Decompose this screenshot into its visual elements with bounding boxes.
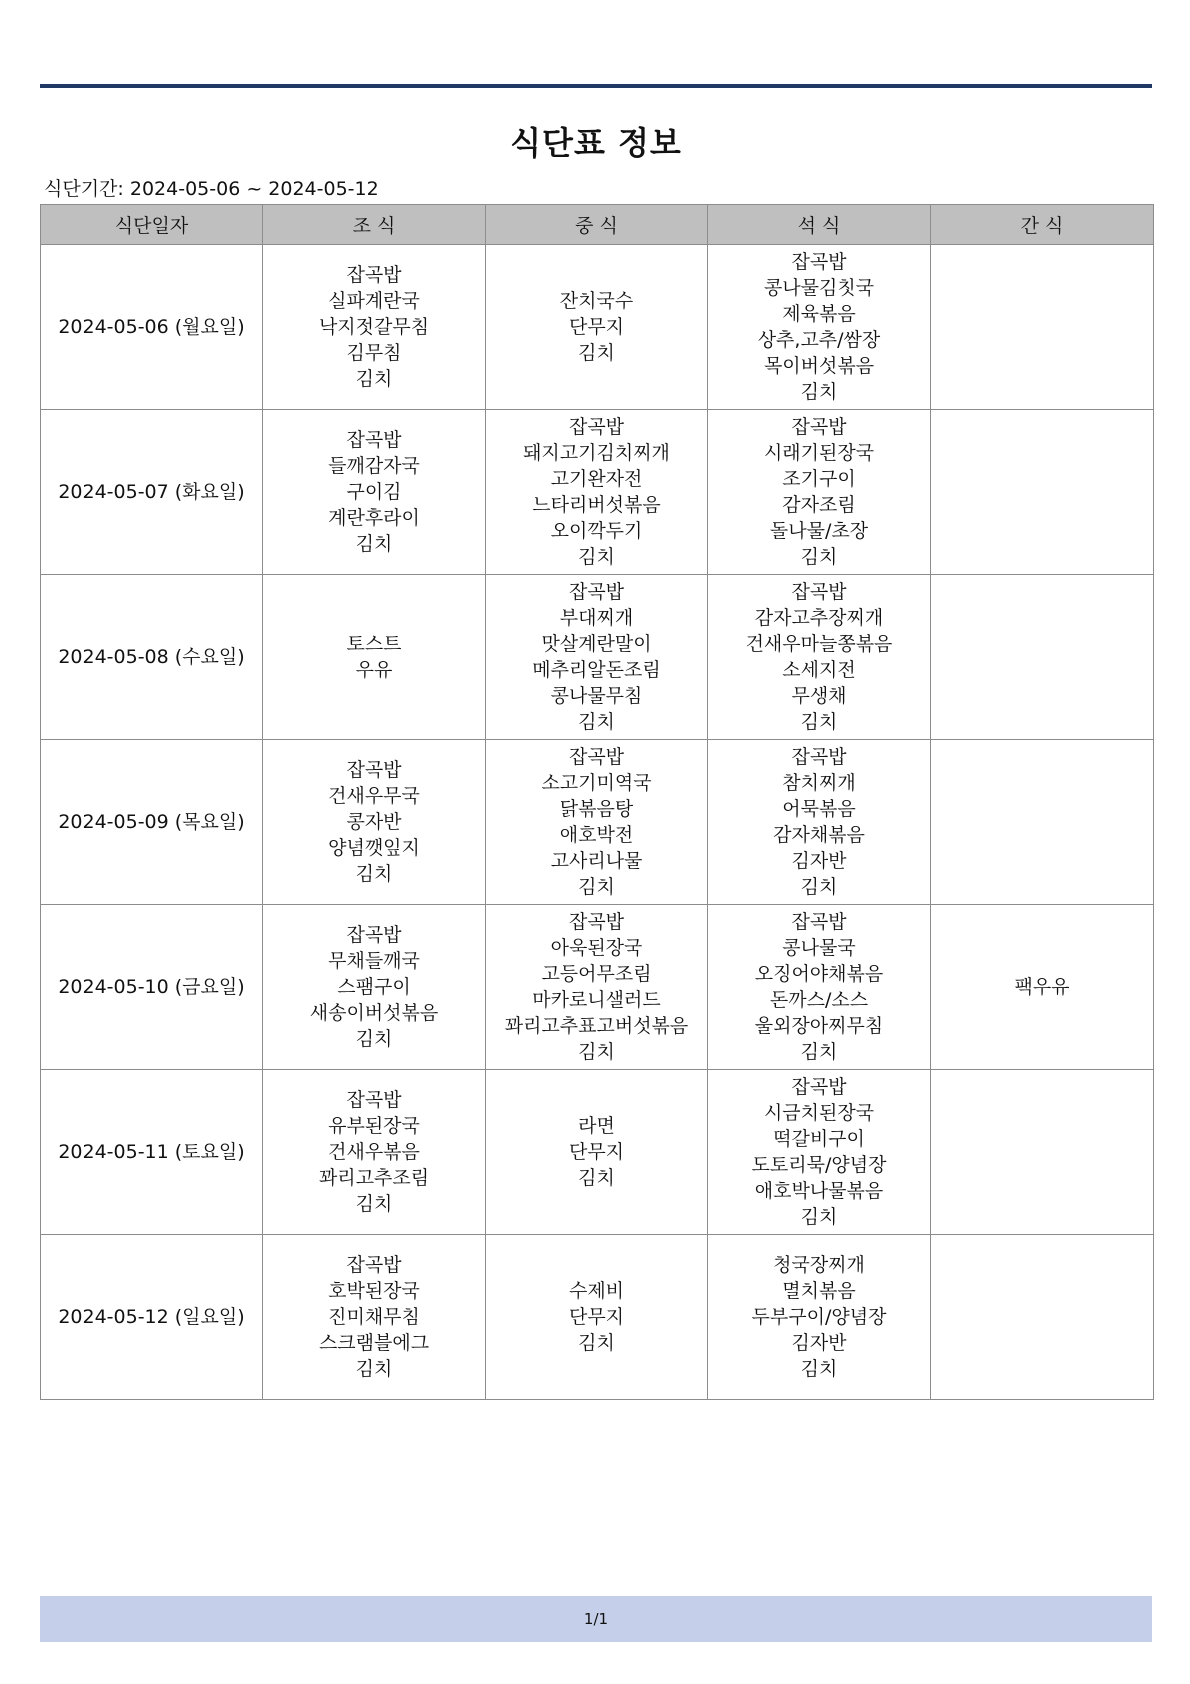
page-footer bbox=[40, 1596, 1152, 1642]
dish-item: 고등어무조림 bbox=[541, 963, 652, 985]
dish-item: 계란후라이 bbox=[328, 507, 420, 529]
table-row bbox=[41, 575, 1154, 740]
dish-item: 진미채무침 bbox=[328, 1306, 420, 1328]
dish-item: 잡곡밥 bbox=[568, 911, 625, 933]
date-cell: 2024-05-06 (월요일) bbox=[41, 245, 263, 410]
dish-item: 유부된장국 bbox=[328, 1115, 420, 1137]
dish-item: 멸치볶음 bbox=[782, 1280, 856, 1302]
dish-item: 참치찌개 bbox=[782, 772, 856, 794]
table-row bbox=[41, 245, 1154, 410]
dish-item: 무채들깨국 bbox=[328, 950, 420, 972]
header-date: 식단일자 bbox=[41, 205, 263, 245]
table-row bbox=[41, 1235, 1154, 1400]
dish-item: 잡곡밥 bbox=[791, 251, 847, 273]
dish-item: 김치 bbox=[355, 368, 393, 390]
dish-item: 양념깻잎지 bbox=[328, 837, 420, 859]
dinner-cell bbox=[708, 740, 931, 905]
snack-cell bbox=[931, 740, 1154, 905]
dish-item: 김치 bbox=[800, 381, 838, 403]
breakfast-cell bbox=[263, 1070, 486, 1235]
dish-item: 잔치국수 bbox=[559, 290, 634, 312]
snack-cell bbox=[931, 1235, 1154, 1400]
date-cell: 2024-05-07 (화요일) bbox=[41, 410, 263, 575]
dish-item: 시금치된장국 bbox=[763, 1102, 875, 1124]
breakfast-cell bbox=[263, 1235, 486, 1400]
dish-item: 오징어야채볶음 bbox=[754, 963, 884, 985]
dish-item: 잡곡밥 bbox=[346, 1254, 402, 1276]
dish-item: 김치 bbox=[578, 1332, 615, 1354]
dish-item: 라면 bbox=[578, 1115, 615, 1137]
dinner-cell bbox=[708, 1235, 931, 1400]
dish-item: 단무지 bbox=[568, 1306, 625, 1328]
dish-item: 제육볶음 bbox=[782, 303, 856, 325]
lunch-cell bbox=[486, 245, 708, 410]
dish-item: 김치 bbox=[355, 1358, 393, 1380]
dish-item: 단무지 bbox=[568, 316, 625, 338]
table-row bbox=[41, 740, 1154, 905]
dish-item: 수제비 bbox=[568, 1280, 625, 1302]
dish-item: 토스트 bbox=[346, 633, 402, 655]
dish-item: 콩나물국 bbox=[782, 937, 856, 959]
header-lunch: 중 식 bbox=[486, 205, 708, 245]
dish-item: 애호박전 bbox=[559, 824, 634, 846]
dish-item: 감자고추장찌개 bbox=[754, 607, 884, 629]
dish-item: 닭볶음탕 bbox=[559, 798, 634, 820]
dish-item: 김치 bbox=[578, 1041, 615, 1063]
dish-item: 소세지전 bbox=[782, 659, 856, 681]
lunch-cell bbox=[486, 905, 708, 1070]
dish-item: 건새우무국 bbox=[328, 785, 420, 807]
date-cell: 2024-05-12 (일요일) bbox=[41, 1235, 263, 1400]
dish-item: 애호박나물볶음 bbox=[754, 1180, 884, 1202]
lunch-cell bbox=[486, 1235, 708, 1400]
dish-item: 소고기미역국 bbox=[541, 772, 652, 794]
breakfast-cell bbox=[263, 905, 486, 1070]
dish-item: 마카로니샐러드 bbox=[532, 989, 661, 1011]
breakfast-cell bbox=[263, 740, 486, 905]
dish-item: 고기완자전 bbox=[550, 468, 643, 490]
dish-item: 잡곡밥 bbox=[791, 1076, 847, 1098]
dish-item: 목이버섯볶음 bbox=[763, 355, 875, 377]
dish-item: 김치 bbox=[355, 863, 393, 885]
date-cell: 2024-05-08 (수요일) bbox=[41, 575, 263, 740]
snack-cell bbox=[931, 245, 1154, 410]
snack-cell bbox=[931, 905, 1154, 1070]
dish-item: 김치 bbox=[578, 546, 615, 568]
dish-item: 잡곡밥 bbox=[346, 1089, 402, 1111]
breakfast-cell bbox=[263, 245, 486, 410]
dish-item: 울외장아찌무침 bbox=[754, 1015, 884, 1037]
snack-cell bbox=[931, 1070, 1154, 1235]
dish-item: 김치 bbox=[578, 342, 615, 364]
dish-item: 맛살계란말이 bbox=[541, 633, 652, 655]
lunch-cell bbox=[486, 1070, 708, 1235]
dish-item: 감자채볶음 bbox=[773, 824, 865, 846]
dish-item: 새송이버섯볶음 bbox=[309, 1002, 439, 1024]
table-row bbox=[41, 410, 1154, 575]
dish-item: 오이깍두기 bbox=[550, 520, 643, 542]
dish-item: 무생채 bbox=[791, 685, 847, 707]
dish-item: 김치 bbox=[800, 876, 838, 898]
breakfast-cell bbox=[263, 410, 486, 575]
dish-item: 메추리알돈조림 bbox=[532, 659, 661, 681]
dish-item: 스팸구이 bbox=[337, 976, 411, 998]
dish-item: 잡곡밥 bbox=[791, 416, 847, 438]
dish-item: 김치 bbox=[578, 1167, 615, 1189]
table-row bbox=[41, 905, 1154, 1070]
header-dinner: 석 식 bbox=[708, 205, 931, 245]
lunch-cell bbox=[486, 740, 708, 905]
dish-item: 시래기된장국 bbox=[763, 442, 875, 464]
dish-item: 단무지 bbox=[568, 1141, 625, 1163]
dish-item: 김치 bbox=[800, 1358, 838, 1380]
snack-cell bbox=[931, 575, 1154, 740]
dish-item: 김치 bbox=[578, 876, 615, 898]
dish-item: 김치 bbox=[800, 1041, 838, 1063]
dish-item: 잡곡밥 bbox=[791, 911, 847, 933]
dish-item: 잡곡밥 bbox=[346, 429, 402, 451]
dish-item: 꽈리고추표고버섯볶음 bbox=[504, 1015, 689, 1037]
dish-item: 팩우유 bbox=[1014, 976, 1070, 998]
dish-item: 콩자반 bbox=[346, 811, 402, 833]
dish-item: 아욱된장국 bbox=[550, 937, 643, 959]
dish-item: 잡곡밥 bbox=[568, 581, 625, 603]
dish-item: 호박된장국 bbox=[328, 1280, 420, 1302]
dish-item: 낙지젓갈무침 bbox=[318, 316, 430, 338]
dish-item: 김자반 bbox=[791, 1332, 847, 1354]
dish-item: 김치 bbox=[355, 1028, 393, 1050]
snack-cell bbox=[931, 410, 1154, 575]
dish-item: 잡곡밥 bbox=[346, 759, 402, 781]
dish-item: 고사리나물 bbox=[550, 850, 643, 872]
dish-item: 실파계란국 bbox=[328, 290, 420, 312]
date-cell: 2024-05-11 (토요일) bbox=[41, 1070, 263, 1235]
dish-item: 김자반 bbox=[791, 850, 847, 872]
dish-item: 스크램블에그 bbox=[318, 1332, 430, 1354]
dinner-cell bbox=[708, 245, 931, 410]
lunch-cell bbox=[486, 575, 708, 740]
dish-item: 들깨감자국 bbox=[328, 455, 420, 477]
page-number: 1/1 bbox=[583, 1610, 609, 1628]
dish-item: 떡갈비구이 bbox=[773, 1128, 865, 1150]
dish-item: 김치 bbox=[800, 711, 838, 733]
dish-item: 감자조림 bbox=[782, 494, 856, 516]
dish-item: 돌나물/초장 bbox=[769, 520, 869, 542]
dish-item: 느타리버섯볶음 bbox=[532, 494, 661, 516]
dish-item: 청국장찌개 bbox=[773, 1254, 865, 1276]
header-breakfast: 조 식 bbox=[263, 205, 486, 245]
date-cell: 2024-05-09 (목요일) bbox=[41, 740, 263, 905]
breakfast-cell bbox=[263, 575, 486, 740]
dinner-cell bbox=[708, 410, 931, 575]
menu-table-header-row bbox=[41, 205, 1154, 245]
top-rule bbox=[40, 84, 1152, 88]
dish-item: 김치 bbox=[355, 1193, 393, 1215]
menu-table bbox=[40, 204, 1154, 1400]
dish-item: 김치 bbox=[578, 711, 615, 733]
dish-item: 돈까스/소스 bbox=[769, 989, 869, 1011]
table-row bbox=[41, 1070, 1154, 1235]
dish-item: 김무침 bbox=[346, 342, 402, 364]
dish-item: 돼지고기김치찌개 bbox=[523, 442, 670, 464]
dish-item: 잡곡밥 bbox=[791, 746, 847, 768]
dish-item: 어묵볶음 bbox=[782, 798, 856, 820]
dish-item: 잡곡밥 bbox=[346, 264, 402, 286]
dish-item: 잡곡밥 bbox=[568, 416, 625, 438]
dinner-cell bbox=[708, 1070, 931, 1235]
lunch-cell bbox=[486, 410, 708, 575]
dish-item: 우유 bbox=[355, 659, 393, 681]
header-snack: 간 식 bbox=[931, 205, 1154, 245]
dish-item: 도토리묵/양념장 bbox=[751, 1154, 887, 1176]
dish-item: 잡곡밥 bbox=[791, 581, 847, 603]
dish-item: 구이김 bbox=[346, 481, 402, 503]
dish-item: 조기구이 bbox=[782, 468, 856, 490]
dish-item: 부대찌개 bbox=[559, 607, 634, 629]
dinner-cell bbox=[708, 575, 931, 740]
dish-item: 김치 bbox=[355, 533, 393, 555]
dish-item: 건새우볶음 bbox=[328, 1141, 420, 1163]
menu-table-body bbox=[41, 245, 1154, 1400]
dish-item: 두부구이/양념장 bbox=[751, 1306, 887, 1328]
date-cell: 2024-05-10 (금요일) bbox=[41, 905, 263, 1070]
dish-item: 콩나물김칫국 bbox=[763, 277, 875, 299]
dish-item: 김치 bbox=[800, 1206, 838, 1228]
dish-item: 잡곡밥 bbox=[346, 924, 402, 946]
dish-item: 건새우마늘쫑볶음 bbox=[745, 633, 893, 655]
menu-period: 식단기간: 2024-05-06 ~ 2024-05-12 bbox=[44, 178, 379, 200]
dish-item: 상추,고추/쌈장 bbox=[757, 329, 881, 351]
page-title: 식단표 정보 bbox=[510, 124, 682, 162]
dish-item: 김치 bbox=[800, 546, 838, 568]
dinner-cell bbox=[708, 905, 931, 1070]
dish-item: 꽈리고추조림 bbox=[318, 1167, 430, 1189]
dish-item: 잡곡밥 bbox=[568, 746, 625, 768]
dish-item: 콩나물무침 bbox=[550, 685, 643, 707]
